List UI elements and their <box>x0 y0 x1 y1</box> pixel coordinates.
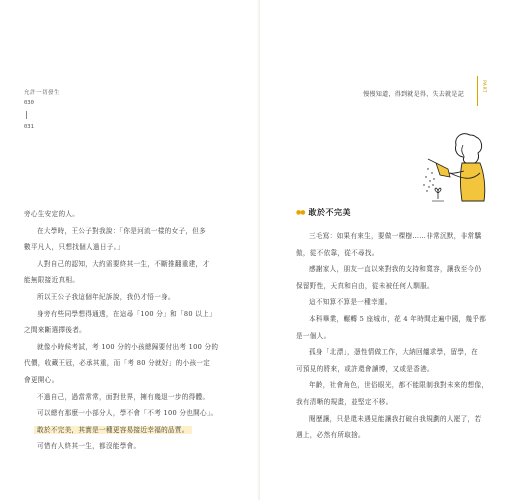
left-body-text <box>24 206 244 455</box>
right-body-text <box>296 228 510 444</box>
body-line: 代價，收藏王冠，必承其重，而「考 80 分就好」的小孩一定 <box>24 359 211 368</box>
page-marker-divider <box>26 111 27 119</box>
body-line: 旁心生安定的人。 <box>24 210 80 218</box>
page-number-top: 030 <box>24 100 34 106</box>
body-line: 這不知算不算是一種幸運。 <box>309 298 392 307</box>
body-line: 可惜有人終其一生，都沒能學會。 <box>37 442 141 451</box>
section-title: 敢於不完美 <box>308 208 351 217</box>
body-line: 我有清晰的規畫，並堅定不移。 <box>296 397 393 406</box>
body-line: 可以總有那麼一小部分人，學不會「不考 100 分也開心」。 <box>37 409 218 418</box>
section-dots-icon: ●● <box>296 209 305 216</box>
body-line: 所以王公子我這個年紀訴說，我仍才悟一身。 <box>37 292 175 301</box>
part-label: PART <box>481 80 486 94</box>
book-title: 允許一切發生 <box>24 90 61 96</box>
body-line: 人對自己的認知，大約需要終其一生，不斷推翻重建，才 <box>37 259 210 268</box>
body-line: 感謝家人，朋友一直以來對我的支持和寬容，讓我至今仍 <box>309 265 482 274</box>
body-line: 孤身「北漂」，憑性情做工作，大納回爐求學，留學，在 <box>309 348 479 357</box>
body-line: 閱歷讓，只是還未遇見能讓我打破自我規劃的人罷了，若 <box>309 414 482 423</box>
body-line: 身旁有些同學想得通透，在這尋「100 分」和「80 以上」 <box>37 309 216 318</box>
section-heading <box>296 207 351 218</box>
body-line: 三毛寫：如果有來生，要做一棵樹……非常沉默，非常驕 <box>309 232 482 240</box>
chapter-title: 慢慢知道，得到就是得，失去就是記 <box>363 91 464 98</box>
part-tab <box>477 76 492 106</box>
highlighted-sentence: 敢於不完美，其實是一種更容易接近幸福的品質。 <box>34 426 192 434</box>
page-number-bottom: 031 <box>24 124 34 130</box>
body-line: 是一個人。 <box>296 331 331 340</box>
woman-watering-plant-illustration <box>410 125 510 210</box>
body-line: 能無限接近真相。 <box>24 276 80 285</box>
body-line: 保留野性，天真和自由，從未被任何人馴服。 <box>296 281 434 290</box>
body-line: 遇上，必然有所取捨。 <box>296 431 365 440</box>
body-line: 可預見的將來，或許還會讀博，又或是香港。 <box>296 364 434 373</box>
body-line: 傲，從不依靠，從不尋找。 <box>296 248 379 257</box>
body-line: 就像小時候考試，考 100 分的小孩總歸要付出考 100 分的 <box>37 342 219 351</box>
body-line: 不過自己，過當常常，面對世界，擁有幾退一步的得體。 <box>37 392 210 401</box>
body-line: 本科畢業，輾轉 5 座城市，花 4 年時間走遍中國，幾乎都 <box>309 314 487 323</box>
body-line: 在大學時，王公子對我說：「你是河流一樣的女子，但多 <box>37 226 207 235</box>
body-line: 之間來斷選擇後者。 <box>24 326 87 335</box>
body-line: 數平凡人，只想找個人過日子。」 <box>24 243 125 252</box>
body-line: 會更開心。 <box>24 375 59 384</box>
right-page <box>260 0 520 500</box>
body-line: 年齡，社會角色，世俗眼光，都不能限制我對未來的想像， <box>309 381 489 390</box>
